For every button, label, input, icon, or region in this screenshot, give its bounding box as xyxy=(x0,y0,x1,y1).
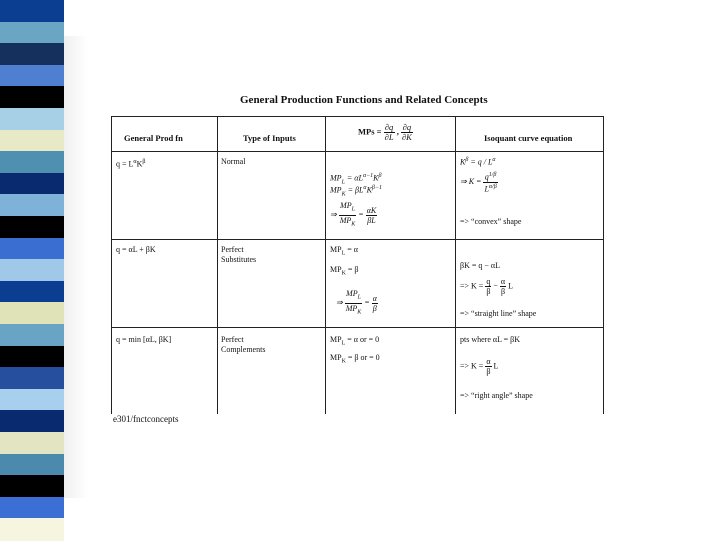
stripe-block xyxy=(0,367,64,390)
row1-input-type: Normal xyxy=(221,157,246,166)
row2-mp1: $MP_L = \alpha$ xyxy=(330,245,358,257)
col-divider-3 xyxy=(455,117,456,414)
stripe-block xyxy=(0,216,64,239)
row1-iso-shape: => “convex” shape xyxy=(460,217,522,226)
row3-iso-shape: => “right angle” shape xyxy=(460,391,533,400)
row3-mp2: $MP_K = \beta$ or = 0 xyxy=(330,353,380,365)
stripe-block xyxy=(0,324,64,347)
col-divider-1 xyxy=(217,117,218,414)
row1-mp-line1: $MP_L = \alpha L^{\alpha-1}K^\beta$ xyxy=(330,173,382,186)
stripe-block xyxy=(0,130,64,153)
header-isoquant: Isoquant curve equation xyxy=(484,133,573,143)
row2-iso2: => K = $\frac{q}{\beta}$ − $\frac{\alpha}{\beta}$ L xyxy=(460,277,513,296)
stripe-block xyxy=(0,432,64,455)
row1-prod-fn: $q = L^\alpha K^\beta$ xyxy=(116,159,146,169)
row2-prod-fn: q = αL + βK xyxy=(116,245,156,254)
stripe-block xyxy=(0,238,64,261)
row3-iso2: => K = $\frac{\alpha}{\beta}$ L xyxy=(460,357,499,376)
stripe-block xyxy=(0,108,64,131)
header-general-prod-fn: General Prod fn xyxy=(124,133,183,143)
row1-mp-line2: $MP_K = \beta L^\alpha K^{\beta-1}$ xyxy=(330,185,382,198)
stripe-block xyxy=(0,454,64,477)
row3-mp1: $MP_L = \alpha$ or = 0 xyxy=(330,335,380,347)
stripe-block xyxy=(0,497,64,520)
row2-mp-ratio: ⇒ $\frac{MP_L}{MP_K}$ = $\frac{\alpha}{\beta}$ xyxy=(336,289,377,316)
concepts-table xyxy=(111,116,604,414)
stripe-block xyxy=(0,194,64,217)
stripe-block xyxy=(0,259,64,282)
stripe-block xyxy=(0,43,64,66)
row1-mp-ratio: ⇒ $\frac{MP_L}{MP_K}$ = $\frac{\alpha K}{\beta L}$ xyxy=(330,201,377,228)
row-divider-2 xyxy=(112,327,603,328)
stripe-block xyxy=(0,86,64,109)
header-mp-num-2: ∂q xyxy=(402,122,412,132)
header-mp-frac-2 xyxy=(401,123,413,142)
col-divider-2 xyxy=(325,117,326,414)
stripe-block xyxy=(0,518,64,541)
header-mp-label: MPs = xyxy=(358,126,382,137)
header-divider xyxy=(112,151,603,152)
row-divider-1 xyxy=(112,239,603,240)
header-mp-den-1: ∂L xyxy=(384,132,394,142)
row1-iso-line1: $K^\beta = q / L^\alpha$ xyxy=(460,157,496,167)
row3-prod-fn: q = min [αL, βK] xyxy=(116,335,172,344)
row3-iso1: pts where αL = βK xyxy=(460,335,521,344)
decorative-stripe xyxy=(0,0,64,540)
row1-iso-line2: ⇒ K = $\frac{q^{1/\beta}}{L^{\alpha/\beta}}$ xyxy=(460,172,497,194)
header-mp-den-2: ∂K xyxy=(401,132,412,142)
row2-mp2: $MP_K = \beta$ xyxy=(330,265,359,277)
stripe-block xyxy=(0,346,64,369)
stripe-block xyxy=(0,410,64,433)
stripe-block xyxy=(0,151,64,174)
row2-iso-shape: => “straight line” shape xyxy=(460,309,537,318)
page-title: General Production Functions and Related Concepts xyxy=(240,94,488,106)
stripe-block xyxy=(0,475,64,498)
header-mp-formula: MPs = $\frac{\partial q}{\partial L}$ , $\frac{\partial q}{\partial K}$ xyxy=(358,122,412,142)
stripe-block xyxy=(0,173,64,196)
stripe-block xyxy=(0,281,64,304)
header-mp-frac-1 xyxy=(384,123,395,142)
stripe-block xyxy=(0,389,64,412)
footer-reference: e301/fnctconcepts xyxy=(113,414,179,424)
header-mp-num-1: ∂q xyxy=(384,122,394,132)
stripe-block xyxy=(0,65,64,88)
row2-iso1: βK = q − αL xyxy=(460,261,500,270)
slide-shadow xyxy=(64,36,88,498)
stripe-block xyxy=(0,22,64,45)
header-type-of-inputs: Type of Inputs xyxy=(243,133,296,143)
row2-input-type: Perfect Substitutes xyxy=(221,245,257,264)
row3-input-type: Perfect Complements xyxy=(221,335,266,354)
stripe-block xyxy=(0,302,64,325)
stripe-block xyxy=(0,0,64,23)
